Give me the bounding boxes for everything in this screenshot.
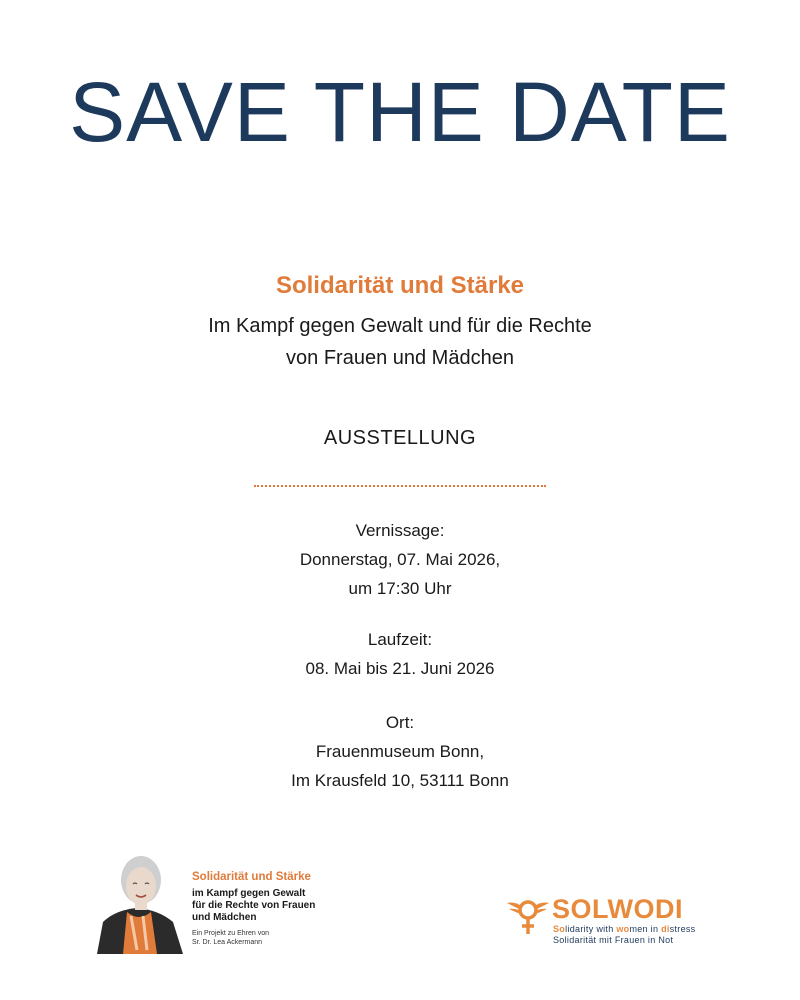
logo-wordmark: SOLWODI (552, 894, 683, 924)
badge-subtitle-line-2: für die Rechte von Frauen (192, 900, 316, 911)
badge-text (192, 870, 352, 947)
logo-tagline-de: Solidarität mit Frauen in Not (553, 935, 674, 945)
logo-tagline-en: Solidarity with women in distress (553, 924, 696, 934)
tagline-line-2: von Frauen und Mädchen (286, 347, 514, 369)
badge-subtitle (192, 888, 352, 924)
ort-address: Im Krausfeld 10, 53111 Bonn (291, 771, 509, 790)
tagline-line-1: Im Kampf gegen Gewalt und für die Rechte (208, 315, 592, 337)
ort-label: Ort: (385, 713, 415, 732)
badge-note-line-2: Sr. Dr. Lea Ackermann (192, 939, 263, 946)
badge-note (192, 929, 352, 947)
portrait-image (97, 850, 187, 954)
exhibition-tagline (0, 310, 800, 374)
solwodi-logo (505, 893, 725, 949)
exhibition-title: Solidarität und Stärke (275, 272, 525, 299)
ort-venue: Frauenmuseum Bonn, (315, 742, 485, 761)
vernissage-label: Vernissage: (355, 521, 445, 540)
ort-block (0, 708, 800, 795)
venus-wings-icon (505, 893, 551, 939)
project-badge (97, 850, 337, 956)
badge-subtitle-line-1: im Kampf gegen Gewalt (192, 888, 306, 899)
section-label: AUSSTELLUNG (323, 427, 477, 449)
vernissage-block (0, 516, 800, 603)
badge-subtitle-line-3: und Mädchen (192, 912, 257, 923)
laufzeit-block (0, 625, 800, 683)
laufzeit-dates: 08. Mai bis 21. Juni 2026 (305, 659, 495, 678)
vernissage-time: um 17:30 Uhr (348, 579, 452, 598)
badge-note-line-1: Ein Projekt zu Ehren von (192, 930, 270, 937)
badge-title: Solidarität und Stärke (192, 871, 311, 883)
laufzeit-label: Laufzeit: (367, 630, 433, 649)
vernissage-date: Donnerstag, 07. Mai 2026, (299, 550, 501, 569)
save-the-date-heading: SAVE THE DATE (69, 65, 731, 159)
dotted-divider (254, 485, 546, 487)
